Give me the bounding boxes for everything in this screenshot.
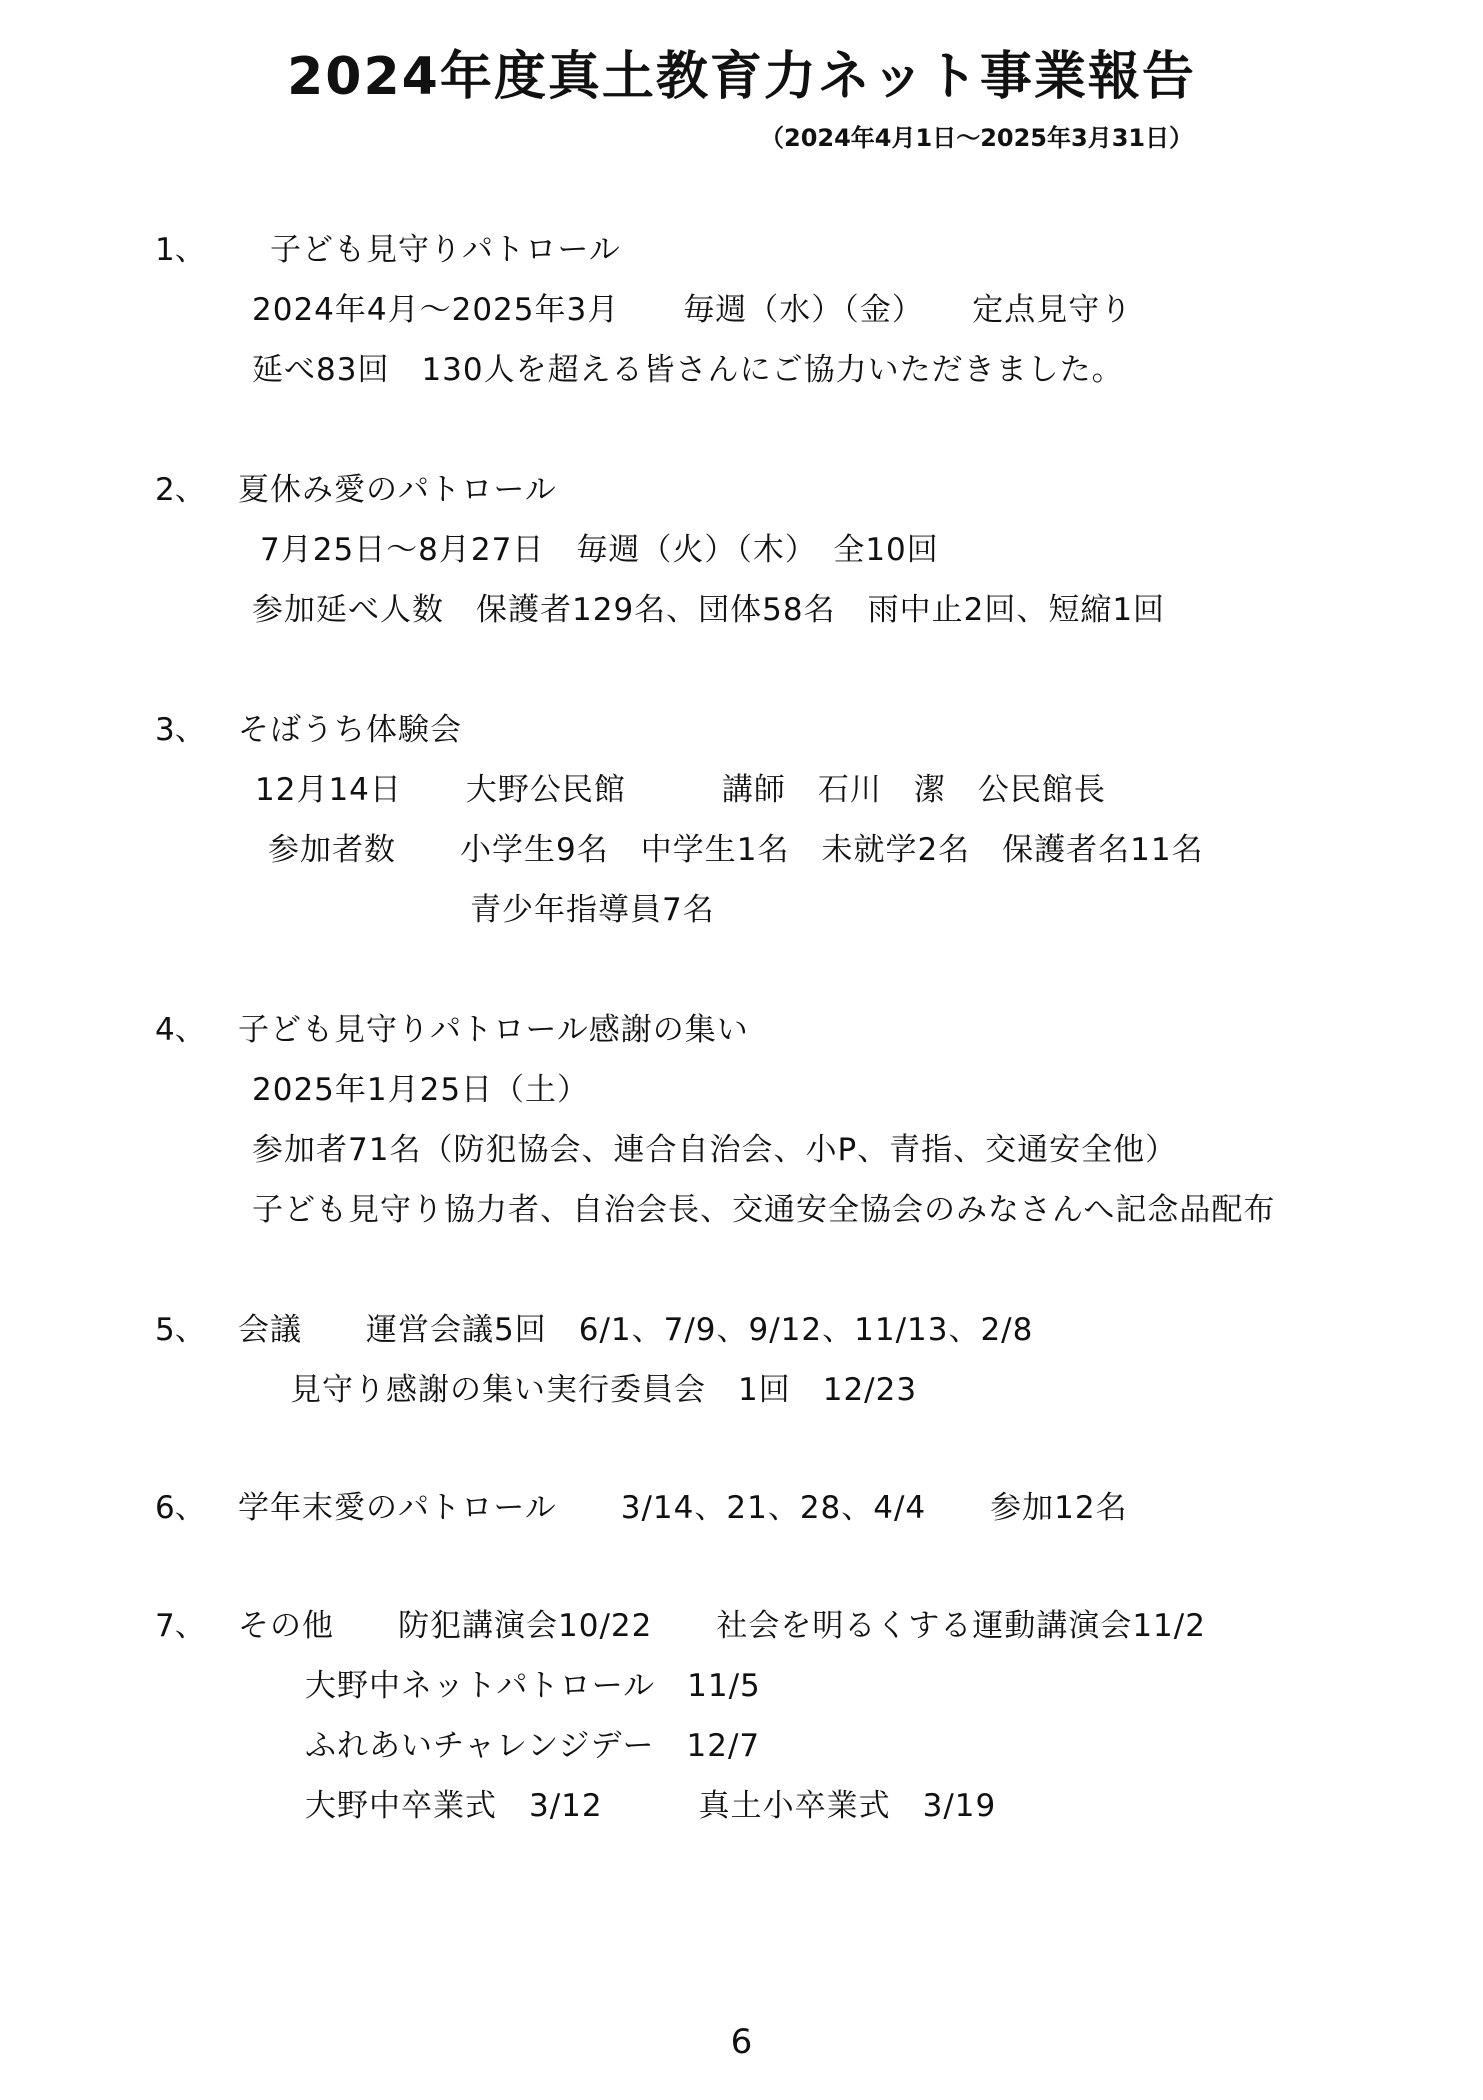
section-heading: そばうち体験会: [238, 712, 462, 748]
section-line: 参加者数 小学生9名 中学生1名 未就学2名 保護者名11名: [268, 832, 1204, 868]
section-heading: 会議 運営会議5回 6/1、7/9、9/12、11/13、2/8: [238, 1312, 1034, 1348]
section-number: 3、: [155, 712, 206, 748]
section-number: 6、: [155, 1490, 206, 1526]
section-line: 青少年指導員7名: [470, 892, 715, 928]
section-heading: 子ども見守りパトロール: [270, 232, 621, 268]
section-heading: 夏休み愛のパトロール: [238, 472, 557, 508]
page-number: 6: [730, 2022, 753, 2062]
section-line: 大野中ネットパトロール 11/5: [305, 1668, 761, 1704]
section-line: 参加者71名（防犯協会、連合自治会、小P、青指、交通安全他）: [252, 1132, 1178, 1168]
section-line: 見守り感謝の集い実行委員会 1回 12/23: [290, 1372, 918, 1408]
section-line: 7月25日～8月27日 毎週（火）（木） 全10回: [260, 532, 939, 568]
section-heading: 学年末愛のパトロール 3/14、21、28、4/4 参加12名: [238, 1490, 1128, 1526]
report-period: （2024年4月1日～2025年3月31日）: [760, 124, 1194, 152]
section-number: 2、: [155, 472, 206, 508]
section-heading: その他 防犯講演会10/22 社会を明るくする運動講演会11/2: [238, 1608, 1206, 1644]
section-line: 2025年1月25日（土）: [252, 1072, 590, 1108]
section-number: 1、: [155, 232, 206, 268]
section-number: 5、: [155, 1312, 206, 1348]
section-heading: 子ども見守りパトロール感謝の集い: [238, 1012, 749, 1048]
section-line: 12月14日 大野公民館 講師 石川 潔 公民館長: [255, 772, 1106, 808]
section-line: 参加延べ人数 保護者129名、団体58名 雨中止2回、短縮1回: [252, 592, 1166, 628]
section-line: 2024年4月～2025年3月 毎週（水）（金） 定点見守り: [252, 292, 1133, 328]
section-line: 大野中卒業式 3/12 真土小卒業式 3/19: [305, 1788, 997, 1824]
section-line: 延べ83回 130人を超える皆さんにご協力いただきました。: [252, 352, 1124, 388]
section-line: ふれあいチャレンジデー 12/7: [305, 1728, 761, 1764]
section-number: 4、: [155, 1012, 206, 1048]
section-number: 7、: [155, 1608, 206, 1644]
section-line: 子ども見守り協力者、自治会長、交通安全協会のみなさんへ記念品配布: [252, 1192, 1276, 1228]
page-title: 2024年度真土教育力ネット事業報告: [287, 47, 1196, 107]
